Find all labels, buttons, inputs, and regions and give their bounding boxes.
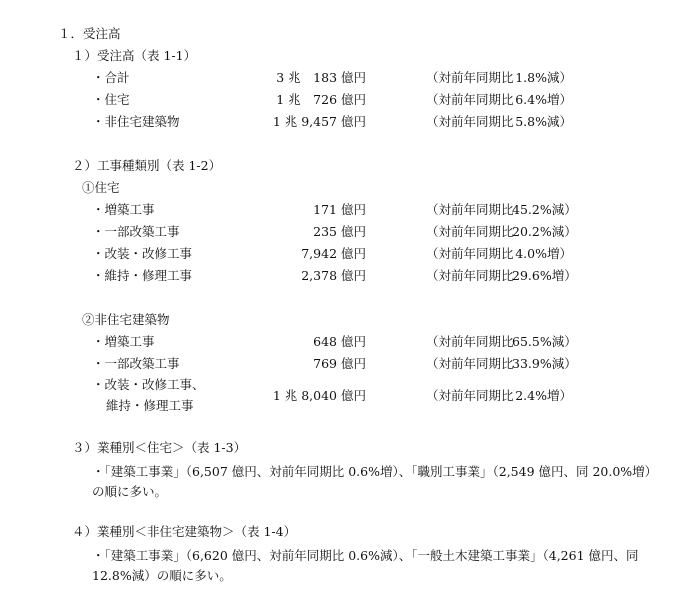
category-title-nonhousing: ②非住宅建築物	[82, 312, 170, 327]
row-amount: 1 兆 8,040 億円	[272, 388, 366, 403]
row-pct: 65.5%減）	[512, 334, 577, 349]
row-compare: （対前年同期比	[426, 268, 514, 283]
row-pct: 5.8%減）	[515, 114, 572, 129]
row-amount: 235 億円	[313, 224, 366, 239]
row-amount: 769 億円	[313, 356, 366, 371]
row-pct: 45.2%減）	[512, 202, 577, 217]
row-compare: （対前年同期比	[426, 92, 514, 107]
row-compare: （対前年同期比	[426, 114, 514, 129]
subsection-title-4: ４）業種別＜非住宅建築物＞（表 1-4）	[72, 524, 297, 539]
section-title: １．受注高	[58, 26, 121, 41]
row-pct: 2.4%増）	[515, 388, 572, 403]
row-label: ・非住宅建築物	[92, 114, 180, 129]
row-compare: （対前年同期比	[426, 202, 514, 217]
row-label: ・増築工事	[92, 202, 155, 217]
subsection-title-2: ２）工事種類別（表 1-2）	[72, 158, 222, 173]
row-compare: （対前年同期比	[426, 246, 514, 261]
row-label: ・一部改築工事	[92, 224, 180, 239]
row-label: ・一部改築工事	[92, 356, 180, 371]
row-label-continued: 維持・修理工事	[106, 398, 194, 413]
row-amount: 7,942 億円	[301, 246, 366, 261]
row-label: ・改装・改修工事	[92, 246, 193, 261]
row-compare: （対前年同期比	[426, 70, 514, 85]
row-compare: （対前年同期比	[426, 356, 514, 371]
row-pct: 33.9%減）	[512, 356, 577, 371]
subsection-title-1: １）受注高（表 1-1）	[72, 48, 197, 63]
subsection-title-3: ３）業種別＜住宅＞（表 1-3）	[72, 440, 247, 455]
row-amount: 2,378 億円	[301, 268, 366, 283]
row-label: ・増築工事	[92, 334, 155, 349]
row-amount: 171 億円	[313, 202, 366, 217]
row-amount: 648 億円	[313, 334, 366, 349]
row-label: ・改装・改修工事、	[92, 377, 205, 392]
row-compare: （対前年同期比	[426, 388, 514, 403]
row-pct: 4.0%増）	[515, 246, 572, 261]
row-amount: 3 兆 183 億円	[276, 70, 366, 85]
row-label: ・合計	[92, 70, 130, 85]
row-amount: 1 兆 726 億円	[276, 92, 366, 107]
summary-paragraph: ・「建築工事業」（6,507 億円、対前年同期比 0.6%増）、「職別工事業」（2,549 億円、同 20.0%増）の順に多い。	[92, 464, 651, 499]
row-pct: 20.2%減）	[512, 224, 577, 239]
row-label: ・維持・修理工事	[92, 268, 193, 283]
row-label: ・住宅	[92, 92, 130, 107]
row-compare: （対前年同期比	[426, 334, 514, 349]
row-pct: 1.8%減）	[515, 70, 572, 85]
summary-paragraph: ・「建築工事業」（6,620 億円、対前年同期比 0.6%減）、「一般土木建築工事業」（4,261 億円、同 12.8%減）の順に多い。	[92, 548, 639, 583]
row-pct: 29.6%増）	[512, 268, 577, 283]
row-amount: 1 兆 9,457 億円	[272, 114, 366, 129]
category-title-housing: ①住宅	[82, 180, 120, 195]
row-compare: （対前年同期比	[426, 224, 514, 239]
row-pct: 6.4%増）	[515, 92, 572, 107]
